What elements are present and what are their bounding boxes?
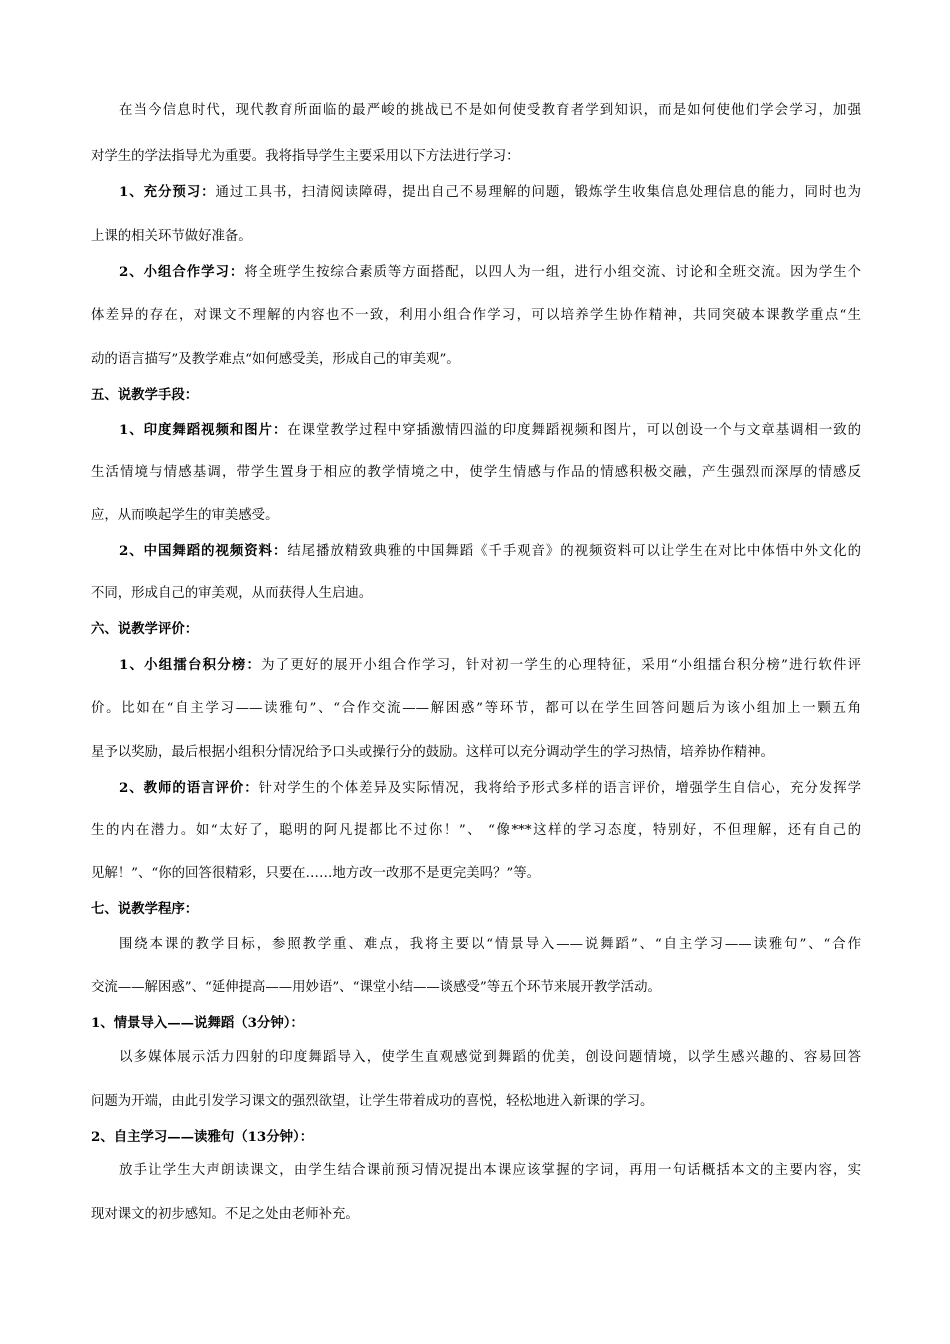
paragraph-teacher-evaluation-label: 2、教师的语言评价： [119,780,259,796]
paragraph-intro-line-1: 在当今信息时代，现代教育所面临的最严峻的挑战已不是如何使受教育者学到知识，而是如何使他们学会学习，加强 [119,103,861,118]
paragraph-chinese-dance-label: 2、中国舞蹈的视频资料： [119,543,288,559]
paragraph-indian-dance-label: 1、印度舞蹈视频和图片： [119,422,288,438]
paragraph-chinese-dance-text: 结尾播放精致典雅的中国舞蹈《千手观音》的视频资料可以让学生在对比中体悟中外文化的 [287,544,861,559]
paragraph-preview-text: 通过工具书，扫清阅读障碍，提出自己不易理解的问题，锻炼学生收集信息处理信息的能力，同时也为 [215,185,861,200]
paragraph-preview-label: 1、充分预习： [119,184,216,200]
paragraph-leaderboard-line-3: 星予以奖励，最后根据小组积分情况给予口头或操行分的鼓励。这样可以充分调动学生的学习热情，培养协作精神。 [91,745,774,760]
paragraph-chinese-dance-line-1 [119,541,861,562]
paragraph-intro-line-2: 对学生的学法指导尤为重要。我将指导学生主要采用以下方法进行学习： [91,149,520,164]
paragraph-leaderboard-line-1 [119,655,861,676]
paragraph-self-study-line-2: 现对课文的初步感知。不足之处由老师补充。 [91,1207,359,1222]
paragraph-preview-line-1 [119,182,861,203]
paragraph-leaderboard-label: 1、小组擂台积分榜： [119,657,262,673]
paragraph-procedure-line-1: 围绕本课的教学目标，参照教学重、难点，我将主要以“情景导入——说舞蹈”、“自主学习——读雅句”、“合作 [119,937,861,952]
paragraph-teacher-evaluation-line-2: 生的内在潜力。如“太好了，聪明的阿凡提都比不过你！”、 “像***这样的学习态度，特别好，不但理解，还有自己的 [91,823,861,838]
paragraph-preview-line-2: 上课的相关环节做好准备。 [91,229,252,244]
section-heading-teaching-procedure: 七、说教学程序： [91,901,199,917]
paragraph-group-study-line-2: 体差异的存在，对课文不理解的内容也不一致，利用小组合作学习，可以培养学生协作精神，共同突破本课教学重点“生 [91,308,861,323]
paragraph-group-study-line-1 [119,262,861,283]
paragraph-teacher-evaluation-text: 针对学生的个体差异及实际情况，我将给予形式多样的语言评价，增强学生自信心，充分发挥学 [258,781,861,796]
subheading-scene-intro: 1、情景导入——说舞蹈（3分钟）： [91,1015,304,1031]
paragraph-group-study-text: 将全班学生按综合素质等方面搭配，以四人为一组，进行小组交流、讨论和全班交流。因为学生个 [244,265,861,280]
paragraph-scene-intro-line-1: 以多媒体展示活力四射的印度舞蹈导入，使学生直观感觉到舞蹈的优美，创设问题情境，以学生感兴趣的、容易回答 [119,1050,861,1065]
subheading-self-study: 2、自主学习——读雅句（13分钟）： [91,1129,314,1145]
section-heading-teaching-means: 五、说教学手段： [91,387,199,403]
paragraph-self-study-line-1: 放手让学生大声朗读课文，由学生结合课前预习情况提出本课应该掌握的字词，再用一句话概括本文的主要内容，实 [119,1163,861,1178]
paragraph-indian-dance-line-1 [119,420,861,441]
paragraph-indian-dance-line-3: 应，从而唤起学生的审美感受。 [91,508,279,523]
paragraph-group-study-label: 2、小组合作学习： [119,264,245,280]
paragraph-leaderboard-text: 为了更好的展开小组合作学习，针对初一学生的心理特征，采用“小组擂台积分榜”进行软件评 [261,658,861,673]
paragraph-teacher-evaluation-line-1 [119,778,861,799]
paragraph-procedure-line-2: 交流——解困惑”、“延伸提高——用妙语”、“课堂小结——谈感受”等五个环节来展开教学活动。 [91,980,661,995]
paragraph-chinese-dance-line-2: 不同，形成自己的审美观，从而获得人生启迪。 [91,586,373,601]
section-heading-teaching-evaluation: 六、说教学评价： [91,621,199,637]
paragraph-indian-dance-text: 在课堂教学过程中穿插激情四溢的印度舞蹈视频和图片，可以创设一个与文章基调相一致的 [287,423,861,438]
paragraph-group-study-line-3: 动的语言描写”及教学难点“如何感受美，形成自己的审美观”。 [91,352,460,367]
paragraph-indian-dance-line-2: 生活情境与情感基调，带学生置身于相应的教学情境之中，使学生情感与作品的情感积极交融，产生强烈而深厚的情感反 [91,465,861,480]
paragraph-scene-intro-line-2: 问题为开端，由此引发学习课文的强烈欲望，让学生带着成功的喜悦，轻松地进入新课的学习。 [91,1094,654,1109]
paragraph-teacher-evaluation-line-3: 见解！”、“你的回答很精彩，只要在……地方改一改那不是更完美吗？”等。 [91,866,541,881]
paragraph-leaderboard-line-2: 价。比如在“自主学习——读雅句”、“合作交流——解困惑”等环节，都可以在学生回答问题后为该小组加上一颗五角 [91,701,861,716]
